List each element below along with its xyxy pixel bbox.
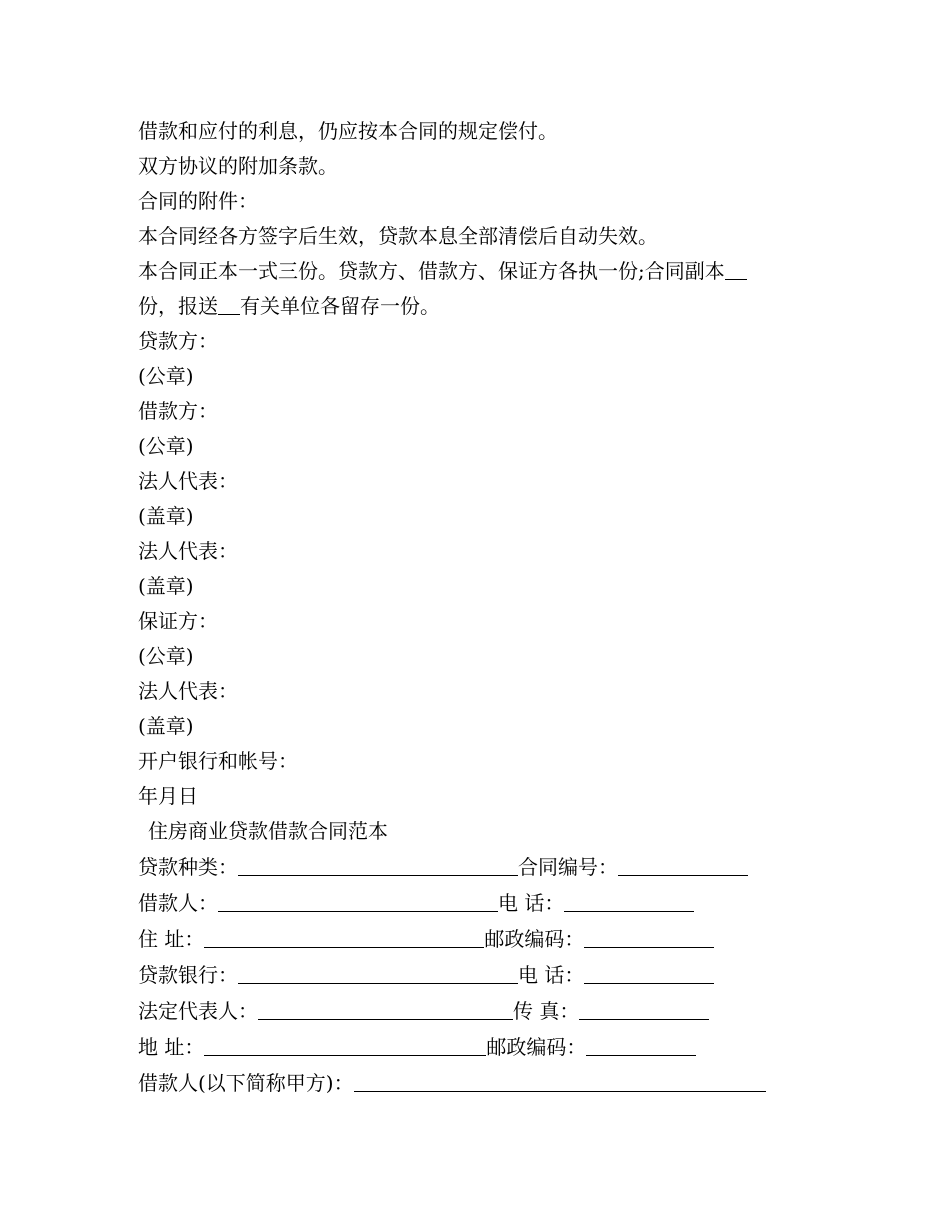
copies-line-1 <box>138 254 818 289</box>
fax-field[interactable] <box>579 997 709 1020</box>
address-label-1: 住 址： <box>138 927 205 951</box>
section-title: 住房商业贷款借款合同范本 <box>148 819 388 843</box>
signature-line: (公章) <box>138 434 194 458</box>
copies-text-1: 本合同正本一式三份。贷款方、借款方、保证方各执一份;合同副本 <box>138 259 725 283</box>
address-field-2[interactable] <box>204 1033 486 1056</box>
copies-line-2 <box>138 289 818 324</box>
party-a-label: 借款人(以下简称甲方)： <box>138 1071 354 1095</box>
copies-text-2: 份，报送 <box>138 294 218 318</box>
lending-bank-field[interactable] <box>238 961 518 984</box>
signature-line: 法人代表： <box>138 539 238 563</box>
legal-rep-label: 法定代表人： <box>138 999 258 1023</box>
loan-type-label: 贷款种类： <box>138 855 238 879</box>
signature-line: 开户银行和帐号： <box>138 749 298 773</box>
signature-line: (公章) <box>138 364 194 388</box>
signature-line: 贷款方： <box>138 329 218 353</box>
form-row-address-1 <box>138 921 818 957</box>
text-line: 双方协议的附加条款。 <box>138 154 338 178</box>
address-label-2: 地 址： <box>138 1035 205 1059</box>
form-row-party-a <box>138 1065 818 1101</box>
signature-line: 法人代表： <box>138 679 238 703</box>
loan-type-field[interactable] <box>238 853 518 876</box>
signature-line: (公章) <box>138 644 194 668</box>
form-row-legal-rep <box>138 993 818 1029</box>
postcode-label-1: 邮政编码： <box>484 927 585 951</box>
copies-blank-1 <box>725 257 747 280</box>
signature-line: 保证方： <box>138 609 218 633</box>
document-body <box>138 114 818 1101</box>
signature-line: (盖章) <box>138 574 194 598</box>
borrower-field[interactable] <box>218 889 498 912</box>
legal-rep-field[interactable] <box>258 997 513 1020</box>
date-line: 年月日 <box>138 784 198 808</box>
lending-bank-label: 贷款银行： <box>138 963 238 987</box>
text-line: 合同的附件： <box>138 189 258 213</box>
copies-text-3: 有关单位各留存一份。 <box>240 294 440 318</box>
borrower-label: 借款人： <box>138 891 218 915</box>
postcode-label-2: 邮政编码： <box>486 1035 587 1059</box>
text-line: 本合同经各方签字后生效，贷款本息全部清偿后自动失效。 <box>138 224 658 248</box>
signature-line: 借款方： <box>138 399 218 423</box>
signature-line: (盖章) <box>138 714 194 738</box>
form-row-loan-type <box>138 849 818 885</box>
postcode-field-1[interactable] <box>584 925 714 948</box>
contract-no-field[interactable] <box>618 853 748 876</box>
signature-line: (盖章) <box>138 504 194 528</box>
phone-label-2: 电 话： <box>518 963 585 987</box>
fax-label: 传 真： <box>513 999 580 1023</box>
form-row-address-2 <box>138 1029 818 1065</box>
signature-line: 法人代表： <box>138 469 238 493</box>
form-row-borrower <box>138 885 818 921</box>
text-line: 借款和应付的利息，仍应按本合同的规定偿付。 <box>138 119 558 143</box>
phone-field-2[interactable] <box>584 961 714 984</box>
contract-no-label: 合同编号： <box>518 855 618 879</box>
copies-blank-2 <box>218 292 240 315</box>
address-field-1[interactable] <box>204 925 484 948</box>
phone-field-1[interactable] <box>564 889 694 912</box>
phone-label-1: 电 话： <box>498 891 565 915</box>
form-row-lending-bank <box>138 957 818 993</box>
postcode-field-2[interactable] <box>586 1033 696 1056</box>
party-a-field[interactable] <box>354 1069 766 1092</box>
